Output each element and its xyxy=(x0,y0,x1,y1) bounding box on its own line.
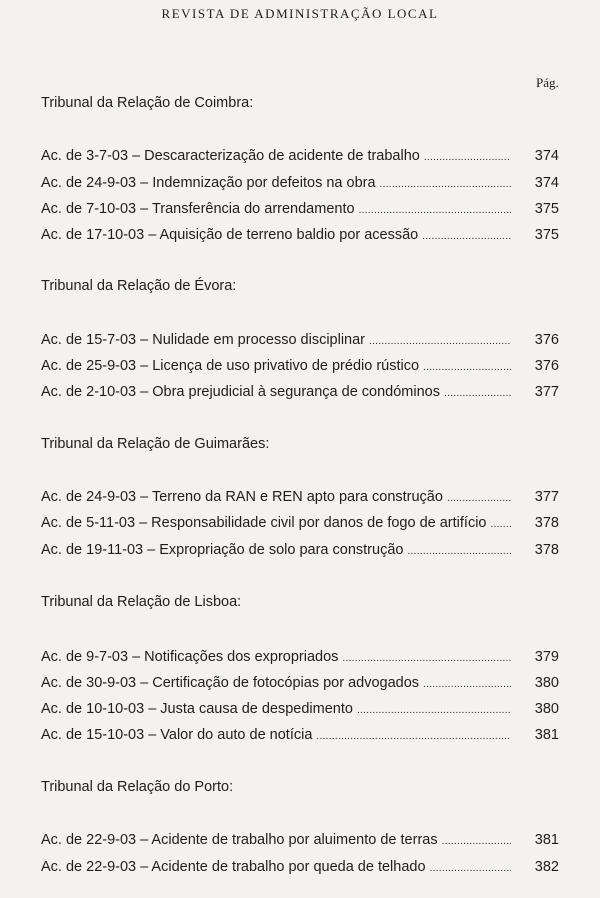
entry-text: Ac. de 17-10-03 – Aquisição de terreno baldio por acessão xyxy=(41,227,419,243)
section-title-guimaraes: Tribunal da Relação de Guimarães: xyxy=(41,436,270,452)
entry-text: Ac. de 2-10-03 – Obra prejudicial à segurança de condóminos xyxy=(41,384,440,400)
entry-page: 381 xyxy=(534,832,559,848)
entry-text: Ac. de 24-9-03 – Indemnização por defeitos na obra xyxy=(41,175,376,191)
entry-page: 374 xyxy=(534,175,559,191)
dot-leader xyxy=(342,653,511,664)
toc-entry[interactable] xyxy=(41,358,559,376)
toc-entry[interactable] xyxy=(41,515,559,533)
entry-text: Ac. de 22-9-03 – Acidente de trabalho por queda de telhado xyxy=(41,859,426,875)
entry-text: Ac. de 7-10-03 – Transferência do arrendamento xyxy=(41,201,355,217)
entry-page: 379 xyxy=(534,649,559,665)
entry-page: 380 xyxy=(534,675,559,691)
dot-leader xyxy=(316,731,511,742)
running-header: REVISTA DE ADMINISTRAÇÃO LOCAL xyxy=(161,6,439,21)
entry-page: 380 xyxy=(534,701,559,717)
section-title-evora: Tribunal da Relação de Évora: xyxy=(41,278,237,294)
toc-entry[interactable] xyxy=(41,859,559,877)
entry-text: Ac. de 9-7-03 – Notificações dos expropriados xyxy=(41,649,339,665)
entry-text: Ac. de 30-9-03 – Certificação de fotocópias por advogados xyxy=(41,675,420,691)
entry-page: 378 xyxy=(534,515,559,531)
entry-page: 382 xyxy=(534,859,559,875)
toc-entry[interactable] xyxy=(41,175,559,193)
toc-entry[interactable] xyxy=(41,701,559,719)
entry-page: 377 xyxy=(534,384,559,400)
entry-text: Ac. de 22-9-03 – Acidente de trabalho por aluimento de terras xyxy=(41,832,438,848)
entry-text: Ac. de 19-11-03 – Expropriação de solo para construção xyxy=(41,542,404,558)
entry-text: Ac. de 10-10-03 – Justa causa de despedimento xyxy=(41,701,353,717)
dot-leader xyxy=(430,863,511,874)
toc-entry[interactable] xyxy=(41,675,559,693)
entry-text: Ac. de 15-7-03 – Nulidade em processo disciplinar xyxy=(41,332,366,348)
toc-entry[interactable] xyxy=(41,832,559,850)
entry-page: 375 xyxy=(534,227,559,243)
entry-text: Ac. de 3-7-03 – Descaracterização de acidente de trabalho xyxy=(41,148,420,164)
dot-leader xyxy=(407,546,511,557)
section-title-coimbra: Tribunal da Relação de Coimbra: xyxy=(41,95,254,111)
dot-leader xyxy=(442,836,511,847)
entry-page: 376 xyxy=(534,332,559,348)
dot-leader xyxy=(422,231,511,242)
entry-page: 381 xyxy=(534,727,559,743)
dot-leader xyxy=(380,179,511,190)
toc-entry[interactable] xyxy=(41,148,559,166)
entry-page: 376 xyxy=(534,358,559,374)
dot-leader xyxy=(359,205,511,216)
toc-entry[interactable] xyxy=(41,227,559,245)
entry-text: Ac. de 5-11-03 – Responsabilidade civil por danos de fogo de artifício xyxy=(41,515,487,531)
page-column-label: Pág. xyxy=(536,75,559,90)
entry-text: Ac. de 25-9-03 – Licença de uso privativo de prédio rústico xyxy=(41,358,420,374)
entry-text: Ac. de 24-9-03 – Terreno da RAN e REN apto para construção xyxy=(41,489,443,505)
entry-page: 377 xyxy=(534,489,559,505)
entry-page: 374 xyxy=(534,148,559,164)
dot-leader xyxy=(447,493,511,504)
dot-leader xyxy=(424,152,511,163)
dot-leader xyxy=(423,362,511,373)
entry-page: 378 xyxy=(534,542,559,558)
section-title-porto: Tribunal da Relação do Porto: xyxy=(41,779,234,795)
toc-entry[interactable] xyxy=(41,649,559,667)
entry-text: Ac. de 15-10-03 – Valor do auto de notícia xyxy=(41,727,313,743)
dot-leader xyxy=(423,679,511,690)
dot-leader xyxy=(357,705,511,716)
toc-entry[interactable] xyxy=(41,201,559,219)
toc-entry[interactable] xyxy=(41,384,559,402)
toc-entry[interactable] xyxy=(41,542,559,560)
dot-leader xyxy=(369,336,511,347)
toc-entry[interactable] xyxy=(41,727,559,745)
dot-leader xyxy=(490,519,511,530)
toc-entry[interactable] xyxy=(41,489,559,507)
dot-leader xyxy=(444,388,511,399)
toc-entry[interactable] xyxy=(41,332,559,350)
section-title-lisboa: Tribunal da Relação de Lisboa: xyxy=(41,594,242,610)
entry-page: 375 xyxy=(534,201,559,217)
